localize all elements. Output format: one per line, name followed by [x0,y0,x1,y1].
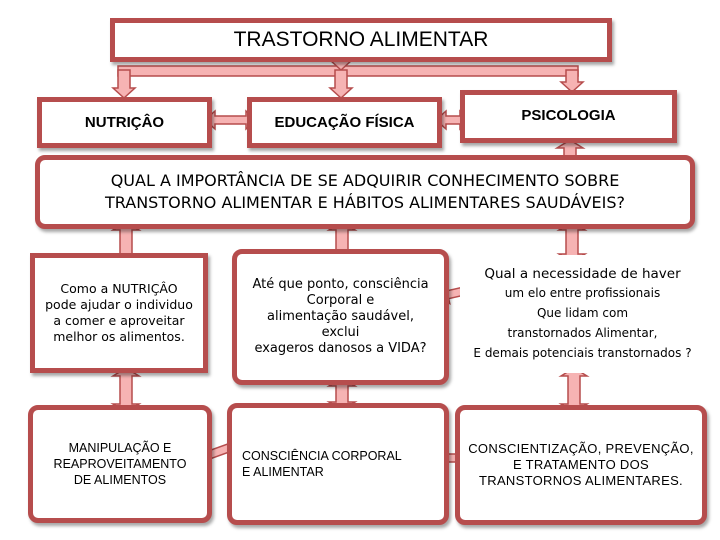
title-node [110,18,612,62]
nutricao-question-line: Como a NUTRIÇÂO [60,281,178,296]
psicologia-outcome-line: E TRATAMENTO DOS [512,457,650,472]
nutricao-outcome-line: MANIPULAÇÃO E [68,441,172,455]
branch-bar-connector [118,66,578,76]
nutricao-outcome-line: REAPROVEITAMENTO [53,457,187,471]
psicologia-question-line: E demais potenciais transtornados ? [473,345,692,360]
nutricao-label: NUTRIÇÂO [84,114,165,131]
educacao-fisica-outcome-line: CONSCIÊNCIA CORPORAL [242,449,402,463]
title-text: TRASTORNO ALIMENTAR [233,28,489,51]
psicologia-outcome-line: TRANSTORNOS ALIMENTARES. [479,473,683,488]
psicologia-outcome-line: CONSCIENTIZAÇÃO, PREVENÇÃO, [468,441,694,456]
nutricao-outcome-node [28,405,212,523]
psicologia-question-node [460,255,705,373]
psicologia-question-line: Que lidam com [536,305,629,320]
psicologia-label: PSICOLOGIA [521,107,616,124]
nutricao-question-node [30,253,208,373]
nutricao-question-line: pode ajudar o individuo [45,297,193,312]
educacao-fisica-question-line: exageros danosos a VIDA? [254,341,427,356]
psicologia-question-title: Qual a necessidade de haver [484,265,681,282]
educacao-fisica-question-line: exclui [321,325,360,340]
psicologia-question-line: transtornados Alimentar, [507,325,658,340]
nutricao-node [37,97,212,148]
central-question-line-1: QUAL A IMPORTÂNCIA DE SE ADQUIRIR CONHECIMENTO SOBRE [110,171,620,190]
educacao-fisica-question-line: Corporal e [306,293,375,308]
nutricao-question-line: a comer e aproveitar [53,313,185,328]
educacao-fisica-question-line: alimentação saudável, [267,309,414,324]
psicologia-outcome-node [455,405,707,525]
psicologia-question-line: um elo entre profissionais [504,285,661,300]
educacao-fisica-question-line: Até que ponto, consciência [252,277,429,292]
educacao-fisica-outcome-line: E ALIMENTAR [242,465,324,479]
educacao-fisica-node [247,97,442,148]
educacao-fisica-label: EDUCAÇÃO FÍSICA [274,114,415,131]
nutricao-question-line: melhor os alimentos. [53,329,185,344]
central-question-line-2: TRANSTORNO ALIMENTAR E HÁBITOS ALIMENTARES SAUDÁVEIS? [105,193,625,212]
central-question-node [35,155,695,229]
educacao-fisica-outcome-node [227,403,449,525]
psicologia-node [460,90,677,143]
nutricao-outcome-line: DE ALIMENTOS [73,473,167,487]
educacao-fisica-question-node [232,249,449,385]
